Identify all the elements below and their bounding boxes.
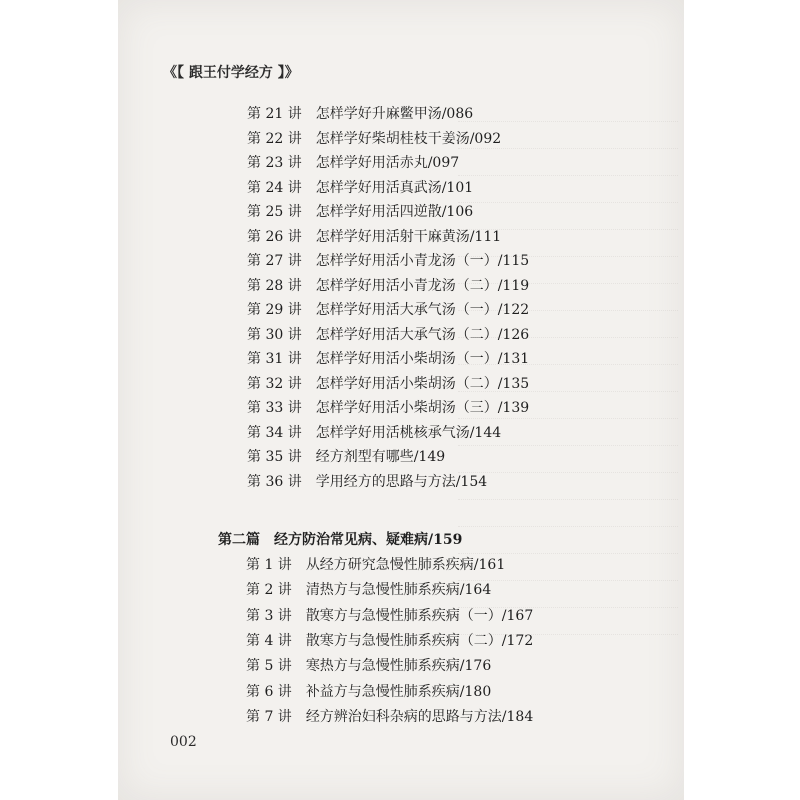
lecture-number: 第 24 讲 [247, 179, 302, 196]
lecture-number: 第 26 讲 [247, 228, 302, 245]
lecture-title: 怎样学好用活桃核承气汤/144 [315, 424, 502, 441]
lecture-title: 怎样学好用活小青龙汤（一）/115 [315, 253, 530, 269]
lecture-title: 怎样学好柴胡桂枝干姜汤/092 [315, 130, 502, 147]
lecture-number: 第 35 讲 [247, 449, 302, 465]
toc-entry [247, 470, 487, 494]
toc-entry [247, 200, 473, 224]
lecture-title: 怎样学好用活大承气汤（二）/126 [315, 326, 530, 343]
lecture-number: 第 3 讲 [246, 607, 292, 624]
lecture-title: 散寒方与急慢性肺系疾病（二）/172 [305, 632, 534, 649]
lecture-title: 怎样学好用活四逆散/106 [315, 204, 474, 220]
lecture-number: 第 34 讲 [247, 424, 302, 441]
toc-entry [247, 274, 529, 298]
lecture-number: 第 7 讲 [246, 708, 292, 725]
lecture-title: 散寒方与急慢性肺系疾病（一）/167 [305, 607, 534, 624]
toc-entry [247, 176, 473, 200]
lecture-title: 怎样学好用活赤丸/097 [315, 155, 460, 171]
section-heading [218, 528, 462, 552]
toc-entry [247, 323, 529, 347]
toc-entry [246, 654, 491, 678]
lecture-number: 第 21 讲 [247, 106, 302, 122]
lecture-number: 第 6 讲 [246, 683, 292, 700]
lecture-title: 怎样学好升麻鳖甲汤/086 [315, 106, 474, 122]
section-title: 经方防治常见病、疑难病/159 [274, 532, 463, 548]
lecture-number: 第 30 讲 [247, 326, 302, 343]
running-header: 《【 跟王付学经方 】》 [163, 65, 299, 81]
lecture-number: 第 29 讲 [247, 302, 302, 318]
lecture-number: 第 23 讲 [247, 155, 302, 171]
toc-entry [247, 372, 529, 396]
lecture-title: 怎样学好用活真武汤/101 [315, 179, 474, 196]
toc-entry [247, 225, 501, 249]
page-number: 002 [170, 734, 197, 750]
lecture-title: 怎样学好用活大承气汤（一）/122 [315, 302, 530, 318]
lecture-title: 经方辨治妇科杂病的思路与方法/184 [305, 708, 534, 725]
toc-entry [247, 249, 529, 273]
lecture-title: 寒热方与急慢性肺系疾病/176 [305, 658, 492, 675]
lecture-title: 学用经方的思路与方法/154 [315, 473, 488, 490]
toc-entry [247, 298, 529, 322]
toc-entry [246, 705, 533, 729]
toc-entry [246, 578, 491, 602]
toc-entry [247, 421, 501, 445]
lecture-number: 第 28 讲 [247, 277, 302, 294]
toc-entry [246, 604, 533, 628]
lecture-title: 怎样学好用活小青龙汤（二）/119 [315, 277, 530, 294]
lecture-title: 补益方与急慢性肺系疾病/180 [305, 683, 492, 700]
lecture-number: 第 32 讲 [247, 375, 302, 392]
lecture-number: 第 1 讲 [246, 557, 292, 573]
lecture-title: 怎样学好用活小柴胡汤（一）/131 [315, 351, 530, 367]
toc-entry [247, 347, 529, 371]
lecture-title: 怎样学好用活小柴胡汤（二）/135 [315, 375, 530, 392]
lecture-number: 第 4 讲 [246, 632, 292, 649]
lecture-number: 第 25 讲 [247, 204, 302, 220]
toc-entry [246, 553, 505, 577]
toc-entry [246, 680, 491, 704]
toc-entry [246, 629, 533, 653]
lecture-number: 第 5 讲 [246, 658, 292, 675]
lecture-title: 清热方与急慢性肺系疾病/164 [305, 582, 492, 599]
toc-entry [247, 396, 529, 420]
lecture-title: 怎样学好用活小柴胡汤（三）/139 [315, 400, 530, 416]
section-label: 第二篇 [218, 532, 260, 548]
toc-entry [247, 151, 459, 175]
lecture-title: 从经方研究急慢性肺系疾病/161 [305, 557, 506, 573]
lecture-number: 第 27 讲 [247, 253, 302, 269]
lecture-number: 第 2 讲 [246, 582, 292, 599]
toc-entry [247, 102, 473, 126]
lecture-number: 第 36 讲 [247, 473, 302, 490]
lecture-number: 第 33 讲 [247, 400, 302, 416]
lecture-title: 怎样学好用活射干麻黄汤/111 [315, 228, 502, 245]
lecture-number: 第 31 讲 [247, 351, 302, 367]
lecture-title: 经方剂型有哪些/149 [315, 449, 446, 465]
lecture-number: 第 22 讲 [247, 130, 302, 147]
toc-entry [247, 445, 445, 469]
toc-entry [247, 127, 501, 151]
